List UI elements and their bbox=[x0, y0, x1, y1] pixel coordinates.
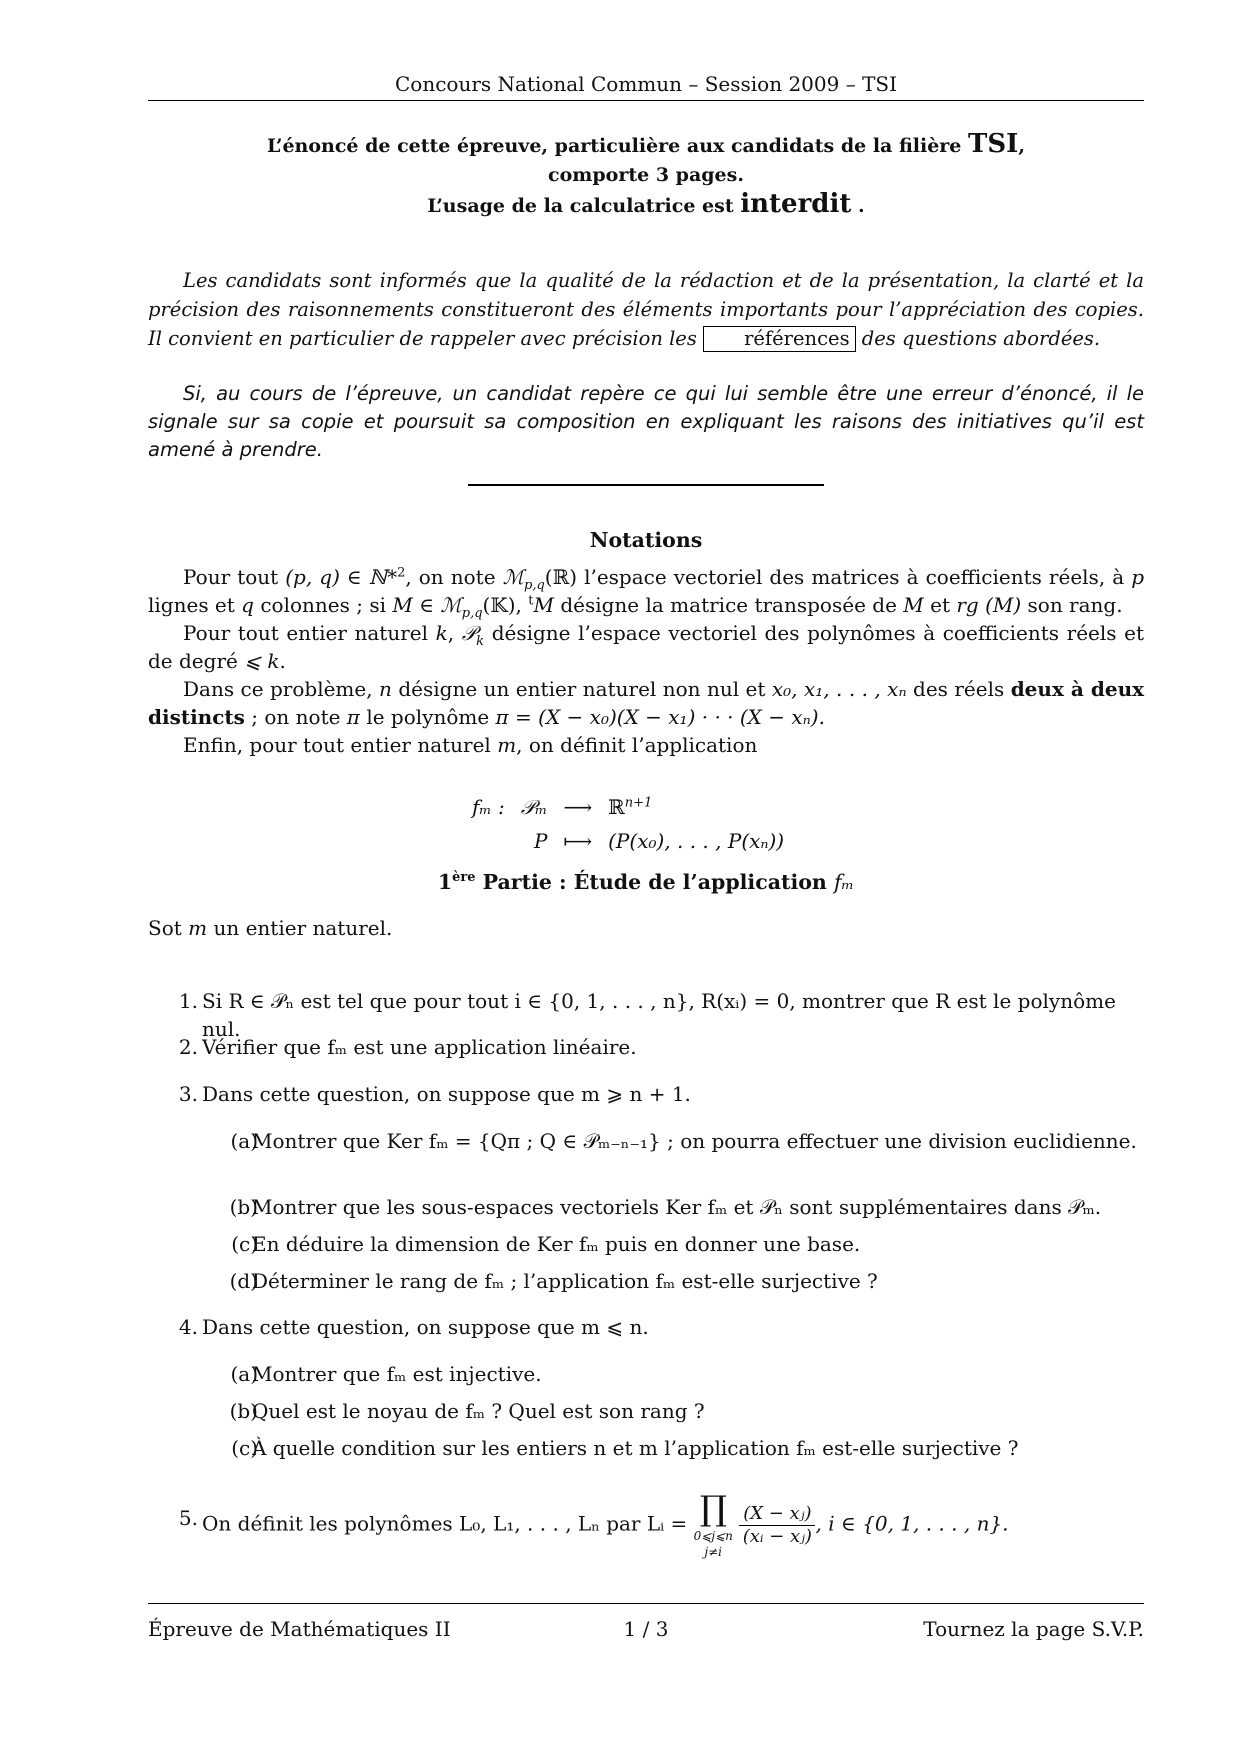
question-number: 4. bbox=[178, 1315, 198, 1339]
page-header: Concours National Commun – Session 2009 – TSI bbox=[394, 72, 898, 96]
notice-text-b: des questions abordées. bbox=[861, 327, 1101, 350]
map-arrow: ⟶ bbox=[563, 795, 593, 819]
application-definition bbox=[464, 790, 792, 858]
product-limit-2: j≠i bbox=[704, 1545, 723, 1559]
math: π = (X − x₀)(X − x₁) · · · (X − xₙ). bbox=[495, 705, 825, 729]
text: Dans ce problème, bbox=[183, 677, 373, 701]
text: désigne la matrice transposée de bbox=[560, 593, 897, 617]
intro-block bbox=[148, 130, 1144, 221]
math-sub: p,q bbox=[461, 606, 483, 621]
question-text: Quel est le noyau de fₘ ? Quel est son rang ? bbox=[252, 1399, 705, 1423]
intro-line-1-text: L’énoncé de cette épreuve, particulière aux candidats de la filière bbox=[267, 135, 962, 157]
text: un entier naturel. bbox=[213, 916, 393, 940]
math: x₀, x₁, . . . , xₙ bbox=[771, 677, 907, 701]
interdit-label: interdit bbox=[740, 189, 852, 219]
definition-row-1 bbox=[464, 790, 792, 824]
math-sub: p,q bbox=[524, 578, 545, 593]
math: M bbox=[903, 593, 924, 617]
math: (p, q) ∈ ℕ* bbox=[285, 565, 398, 589]
part-1-lead bbox=[148, 914, 1144, 942]
map-arg: P bbox=[533, 829, 548, 853]
math: k bbox=[435, 621, 448, 645]
notations-title: Notations bbox=[589, 528, 703, 552]
exam-page bbox=[148, 0, 1144, 1754]
notations-paragraph-2: Pour tout entier naturel k, 𝒫$_k$ désigne l’espace vectoriel des polynômes à coefficients réels et de degré ⩽ k. bbox=[148, 621, 1145, 673]
map-codomain bbox=[600, 790, 792, 824]
text: Sot bbox=[148, 916, 182, 940]
intro-line-2: comporte 3 pages. bbox=[548, 164, 744, 186]
math: m bbox=[188, 916, 208, 940]
question-5 bbox=[148, 1489, 1144, 1576]
text: , on définit l’application bbox=[516, 733, 758, 757]
text: et bbox=[930, 593, 950, 617]
question-text: Montrer que les sous-espaces vectoriels Ker fₘ et 𝒫ₙ sont supplémentaires dans 𝒫ₘ. bbox=[252, 1195, 1102, 1219]
references-box: références bbox=[703, 326, 856, 352]
math: rg (M) bbox=[956, 593, 1022, 617]
math: q bbox=[241, 593, 254, 617]
math: π bbox=[346, 705, 360, 729]
footer-right: Tournez la page S.V.P. bbox=[923, 1617, 1144, 1641]
product-limit-1: 0⩽j⩽n bbox=[693, 1529, 733, 1543]
map-image: (P(x₀), . . . , P(xₙ)) bbox=[608, 829, 785, 853]
text: colonnes ; si bbox=[260, 593, 386, 617]
text: Pour tout bbox=[183, 565, 279, 589]
question-number: (b) bbox=[229, 1399, 258, 1423]
part-title-text: Partie : Étude de l’application bbox=[482, 870, 827, 894]
empty-cell bbox=[464, 824, 513, 858]
text: le polynôme bbox=[366, 705, 490, 729]
notations-paragraph-1 bbox=[148, 563, 1144, 619]
text: ; on note bbox=[251, 705, 341, 729]
text: Pour tout entier naturel bbox=[183, 621, 429, 645]
header-rule bbox=[148, 100, 1144, 101]
fraction-numerator: (X − xⱼ) bbox=[739, 1503, 815, 1526]
math: p bbox=[1131, 565, 1145, 589]
question-number: (b) bbox=[229, 1195, 258, 1219]
definition-row-2 bbox=[464, 824, 792, 858]
question-number: (c) bbox=[231, 1232, 258, 1256]
text: , on note bbox=[405, 565, 496, 589]
text: Enfin, pour tout entier naturel bbox=[183, 733, 491, 757]
text: désigne l’espace vectoriel des polynômes à coefficients réels et de degré bbox=[148, 621, 1145, 673]
map-name: fₘ : bbox=[472, 795, 505, 819]
question-text bbox=[202, 1490, 1142, 1560]
text: désigne un entier naturel non nul et bbox=[398, 677, 766, 701]
math: m bbox=[497, 733, 517, 757]
part-number: 1 bbox=[437, 870, 453, 894]
part-title-math: fₘ bbox=[833, 870, 855, 894]
footer-left: Épreuve de Mathématiques II bbox=[148, 1617, 451, 1641]
question-text: Déterminer le rang de fₘ ; l’application fₘ est-elle surjective ? bbox=[252, 1269, 878, 1293]
section-separator bbox=[468, 484, 824, 486]
question-number: (a) bbox=[230, 1362, 258, 1386]
intro-line-3-text: L’usage de la calculatrice est bbox=[427, 195, 734, 217]
notice-text-a: Les candidats sont informés que la qualité de la rédaction et de la présentation, la clarté et la précision des raisonnements constitueront des éléments importants pour l’appréciation des copies. Il convient en particulier de rappeler avec précision les bbox=[148, 269, 1144, 350]
map-domain: 𝒫ₘ bbox=[520, 795, 548, 819]
text: lignes et bbox=[148, 593, 235, 617]
math: ℳ bbox=[502, 565, 524, 589]
reals: ℝ bbox=[608, 795, 625, 819]
part-1-title bbox=[148, 870, 1144, 894]
text: l’espace vectoriel des matrices à coefficients réels, à bbox=[584, 565, 1125, 589]
math-sup: 2 bbox=[397, 565, 406, 581]
q5-text-a: On définit les polynômes L₀, L₁, . . . , Lₙ par Lᵢ = bbox=[202, 1511, 688, 1536]
text: son rang. bbox=[1027, 593, 1123, 617]
bold-text: deux à deux distincts bbox=[148, 677, 1145, 729]
question-text: Dans cette question, on suppose que m ⩽ n. bbox=[202, 1315, 649, 1339]
question-number: 5. bbox=[178, 1506, 198, 1530]
intro-line-3 bbox=[148, 190, 1144, 221]
text: des réels bbox=[913, 677, 1005, 701]
math-sup: t bbox=[528, 593, 534, 609]
notations-paragraph-3 bbox=[148, 675, 1144, 731]
math: ⩽ k bbox=[244, 649, 280, 673]
math: n bbox=[379, 677, 392, 701]
question-number: (c) bbox=[231, 1436, 258, 1460]
filiere-label: TSI bbox=[968, 129, 1019, 159]
text: . bbox=[279, 649, 286, 673]
part-sup: ère bbox=[452, 870, 476, 886]
lagrange-fraction bbox=[739, 1503, 815, 1548]
question-text: En déduire la dimension de Ker fₘ puis en donner une base. bbox=[252, 1232, 861, 1256]
math: (ℝ) bbox=[544, 565, 578, 589]
candidate-notice bbox=[148, 266, 1144, 353]
math: M bbox=[533, 593, 554, 617]
question-text: Dans cette question, on suppose que m ⩾ n + 1. bbox=[202, 1082, 691, 1106]
footer-rule bbox=[148, 1603, 1144, 1604]
math: 𝒫 bbox=[461, 621, 477, 645]
product-operator bbox=[694, 1490, 733, 1560]
exponent: n+1 bbox=[624, 795, 653, 811]
fraction-denominator: (xᵢ − xⱼ) bbox=[742, 1525, 812, 1547]
question-text: Vérifier que fₘ est une application linéaire. bbox=[202, 1035, 637, 1059]
math: (𝕂), bbox=[482, 593, 522, 617]
question-text: Si R ∈ 𝒫ₙ est tel que pour tout i ∈ {0, 1, . . . , n}, R(xᵢ) = 0, montrer que R est le polynôme nul. bbox=[202, 989, 1116, 1041]
mapsto-arrow: ⟼ bbox=[563, 829, 593, 853]
question-number: 3. bbox=[178, 1082, 198, 1106]
notations-paragraph-4 bbox=[148, 731, 1144, 759]
question-text: Montrer que fₘ est injective. bbox=[252, 1362, 542, 1386]
q5-text-b: , i ∈ {0, 1, . . . , n}. bbox=[815, 1511, 1009, 1536]
intro-period: . bbox=[857, 195, 865, 217]
question-number: 2. bbox=[178, 1035, 198, 1059]
page-number: 1 / 3 bbox=[623, 1617, 669, 1641]
question-text: Montrer que Ker fₘ = {Qπ ; Q ∈ 𝒫ₘ₋ₙ₋₁} ; on pourra effectuer une division euclidienne. bbox=[252, 1129, 1137, 1153]
intro-line-1 bbox=[148, 130, 1144, 161]
question-text: À quelle condition sur les entiers n et m l’application fₘ est-elle surjective ? bbox=[252, 1436, 1019, 1460]
question-number: (a) bbox=[230, 1129, 258, 1153]
question-number: (d) bbox=[229, 1269, 258, 1293]
question-number: 1. bbox=[178, 989, 198, 1013]
math-sub: k bbox=[476, 634, 485, 649]
intro-comma: , bbox=[1018, 135, 1025, 157]
product-symbol: ∏ bbox=[699, 1489, 727, 1529]
error-notice: Si, au cours de l’épreuve, un candidat repère ce qui lui semble être une erreur d’énoncé, il le signale sur sa copie et poursuit sa composition en expliquant les raisons des initiatives qu’il est amené à prendre. bbox=[148, 382, 1144, 461]
math: M ∈ ℳ bbox=[392, 593, 462, 617]
